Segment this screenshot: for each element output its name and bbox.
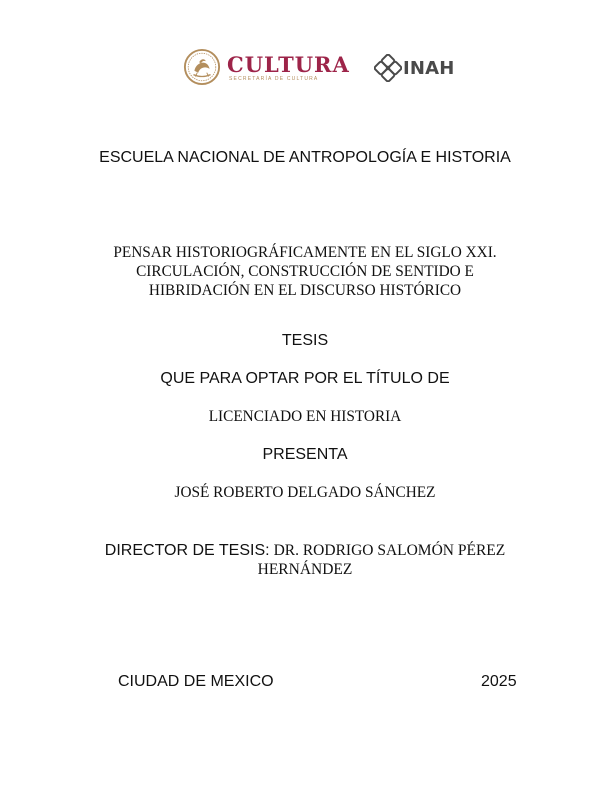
director-label: DIRECTOR DE TESIS: bbox=[104, 542, 270, 559]
inah-logo bbox=[374, 52, 464, 84]
author-name: JOSÉ ROBERTO DELGADO SÁNCHEZ bbox=[174, 484, 436, 501]
coat-of-arms-seal-icon bbox=[183, 48, 221, 86]
cultura-logo bbox=[183, 46, 353, 88]
inah-wordmark: INAH bbox=[403, 58, 455, 79]
cultura-subtitle: SECRETARÍA DE CULTURA bbox=[229, 76, 319, 82]
director-name: DR. RODRIGO SALOMÓN PÉREZ bbox=[273, 542, 506, 559]
school-name: ESCUELA NACIONAL DE ANTROPOLOGÍA E HISTORIA bbox=[99, 149, 511, 166]
thesis-title-line: PENSAR HISTORIOGRÁFICAMENTE EN EL SIGLO XXI. bbox=[113, 244, 497, 261]
degree-intro: QUE PARA OPTAR POR EL TÍTULO DE bbox=[160, 370, 450, 387]
thesis-director bbox=[0, 541, 610, 579]
city: CIUDAD DE MEXICO bbox=[118, 673, 274, 690]
thesis-title-line: HIBRIDACIÓN EN EL DISCURSO HISTÓRICO bbox=[148, 282, 462, 299]
year: 2025 bbox=[481, 673, 517, 690]
degree-name: LICENCIADO EN HISTORIA bbox=[208, 408, 402, 425]
inah-emblem-icon bbox=[374, 54, 402, 82]
cultura-wordmark: CULTURA bbox=[227, 52, 350, 77]
thesis-title-line: CIRCULACIÓN, CONSTRUCCIÓN DE SENTIDO E bbox=[136, 263, 474, 280]
presents-label: PRESENTA bbox=[262, 446, 348, 463]
thesis-label: TESIS bbox=[281, 332, 329, 349]
director-name-continued: HERNÁNDEZ bbox=[257, 561, 353, 578]
thesis-title bbox=[0, 243, 610, 300]
